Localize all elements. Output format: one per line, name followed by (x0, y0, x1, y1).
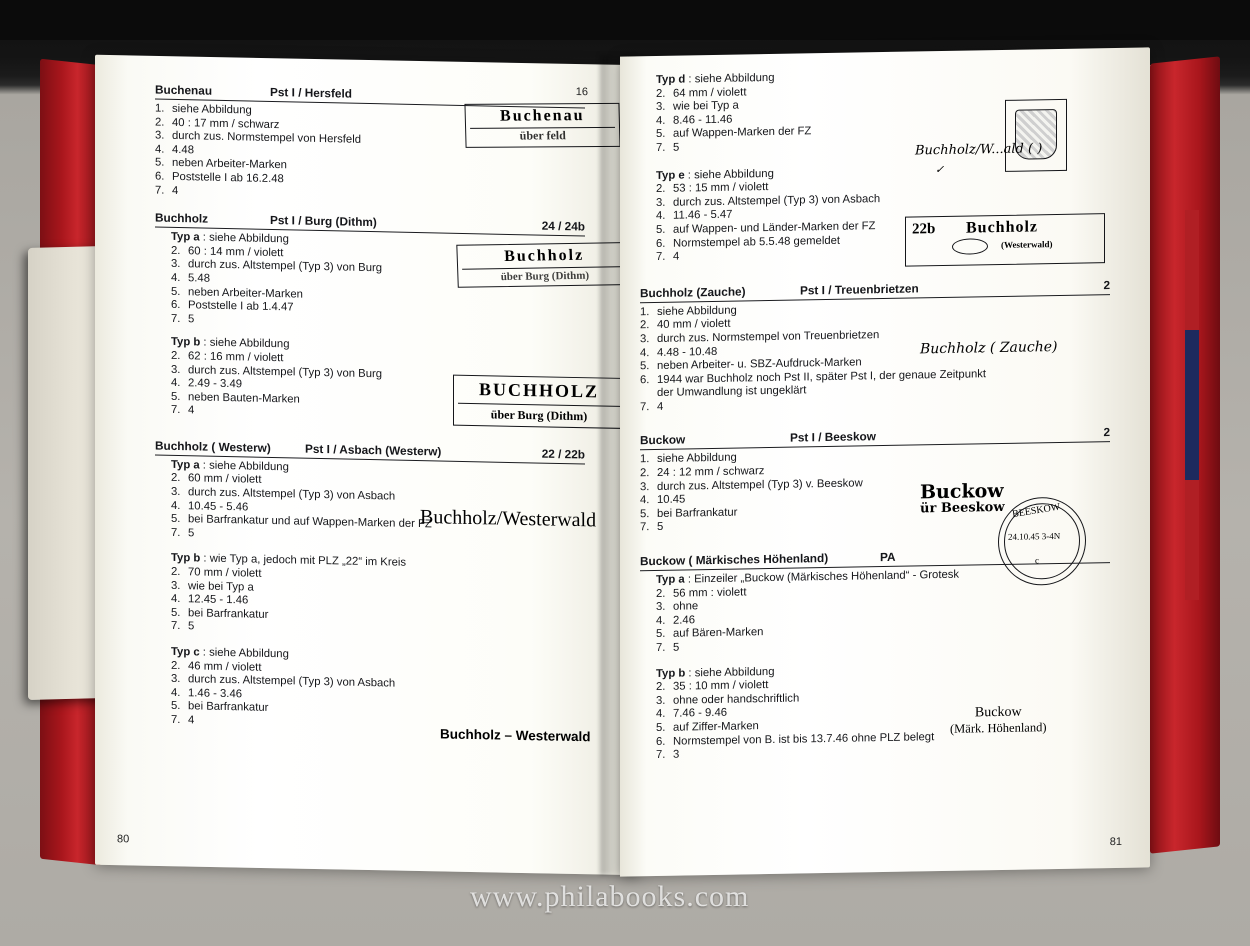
stamp-subtext: (Westerwald) (1001, 239, 1053, 250)
subblock-typ-b: Typ b : siehe Abbildung 2. 35 : 10 mm / violett 3. ohne oder handschriftlich 4. 7.46 - 9.46 5. auf Ziffer-Marken 6. Normstempel von B. ist bis 13.7.46 ohne PLZ belegt 7. 3 (640, 660, 1110, 763)
left-page-number: 80 (117, 833, 130, 846)
subblock-typ-c: Typ c : siehe Abbildung 2. 46 mm / violett 3. durch zus. Altstempel (Typ 3) von Asbach 4. 1.46 - 3.46 5. bei Barfrankatur 7. 4 (155, 646, 585, 737)
list-item: 3. durch zus. Altstempel (Typ 3) von Burg (171, 258, 383, 275)
list-item: 6. Poststelle I ab 1.4.47 (171, 299, 294, 314)
list-item: 3. durch zus. Normstempel von Hersfeld (155, 129, 361, 147)
list-item: 3. durch zus. Altstempel (Typ 3) von Asbach (656, 192, 881, 209)
list-item: 4. 2.49 - 3.49 (171, 376, 243, 391)
line-text: 70 mm / violett (188, 566, 262, 580)
stamp-buchholz-westerwald-c: Buchholz – Westerwald (440, 726, 591, 745)
list-item: 4. 8.46 - 11.46 (656, 113, 733, 127)
line-text: 4.48 (172, 143, 194, 157)
typ-note: siehe Abbildung (209, 231, 289, 246)
list-item: 5. bei Barfrankatur und auf Wappen-Marken der FZ (171, 513, 432, 531)
line-text: 53 : 15 mm / violett (673, 181, 769, 195)
list-item: 5. neben Arbeiter- u. SBZ-Aufdruck-Marken (640, 356, 862, 373)
list-item: 3. wie bei Typ a (171, 579, 254, 594)
line-text: neben Arbeiter- u. SBZ-Aufdruck-Marken (657, 356, 862, 373)
entry-post-office: Pst I / Burg (Dithm) (270, 213, 377, 230)
list-item: 1. siehe Abbildung (155, 102, 252, 117)
typ-note: siehe Abbildung (209, 459, 289, 474)
list-item: 2. 24 : 12 mm / schwarz (640, 465, 765, 480)
stamp-line-top: BUCHHOLZ (478, 379, 600, 402)
line-text: durch zus. Normstempel von Treuenbrietzen (657, 329, 880, 345)
entry-place-name: Buchenau (155, 82, 213, 98)
line-text: 40 mm / violett (657, 318, 731, 332)
edge-tab-red-bottom (1185, 480, 1199, 600)
entry-post-office: PA (880, 549, 896, 565)
stamp-buchholz-zauche: Buchholz ( Zauche) (920, 338, 1058, 358)
typ-label: Typ d (656, 73, 686, 86)
edge-tab-blue (1185, 330, 1199, 480)
list-item: 7. 5 (171, 312, 195, 326)
left-page (95, 55, 640, 875)
typ-note: wie Typ a, jedoch mit PLZ „22“ im Kreis (209, 553, 407, 570)
line-text: Poststelle I ab 1.4.47 (188, 299, 294, 314)
list-item: 2. 40 mm / violett (640, 318, 731, 332)
list-item: 3. durch zus. Normstempel von Treuenbrietzen (640, 329, 880, 346)
line-text: bei Barfrankatur und auf Wappen-Marken der FZ (188, 513, 432, 531)
typ-label: Typ b (171, 336, 201, 349)
line-text: 40 : 17 mm / schwarz (172, 116, 280, 131)
list-item: 4. 11.46 - 5.47 (656, 209, 733, 223)
line-text: 10.45 - 5.46 (188, 499, 249, 514)
stamp-text: Buckow (920, 479, 1004, 504)
line-text: 5 (188, 527, 195, 540)
stamp-buchenau (464, 103, 620, 148)
line-text: 11.46 - 5.47 (673, 209, 733, 223)
list-item: 5. bei Barfrankatur (171, 606, 269, 621)
list-item: 2. 56 mm : violett (656, 586, 747, 600)
entry-line-list (171, 566, 585, 643)
entry-place-name: Buchholz ( Westerw) (155, 438, 271, 455)
typ-label: Typ a (171, 231, 200, 244)
stamp-cds-date: 24.10.45 3-4N (1008, 530, 1061, 542)
list-item: 7. 4 (155, 184, 179, 197)
entry-line-list (656, 580, 1110, 656)
line-text: 10.45 (657, 493, 686, 507)
typ-note: siehe Abbildung (694, 167, 774, 181)
line-text: durch zus. Altstempel (Typ 3) von Burg (188, 363, 383, 380)
list-item: 7. 5 (656, 141, 680, 154)
subblock-typ-e: Typ e : siehe Abbildung 2. 53 : 15 mm / violett 3. durch zus. Altstempel (Typ 3) von Asbach 4. 11.46 - 5.47 5. auf Wappen- und Länder-Marken der FZ 6. Normstempel ab 5.5.48 gemeldet 7. 4 (640, 162, 1110, 265)
entry-code: 2 (1103, 277, 1110, 292)
subblock-typ-a: Typ a : siehe Abbildung 2. 60 : 14 mm / violett 3. durch zus. Altstempel (Typ 3) von Burg 4. 5.48 5. neben Arbeiter-Marken 6. Poststelle I ab 1.4.47 7. 5 (155, 231, 585, 335)
list-item: 1. siehe Abbildung (640, 304, 737, 318)
list-item: 4. 4.48 - 10.48 (640, 345, 718, 359)
line-text: 5 (657, 521, 664, 534)
line-text: durch zus. Altstempel (Typ 3) von Asbach (188, 486, 396, 503)
list-item: 3. durch zus. Altstempel (Typ 3) von Asbach (171, 673, 396, 690)
entry-post-office: Pst I / Beeskow (790, 429, 876, 446)
list-item: 4. 7.46 - 9.46 (656, 707, 728, 721)
line-text: 7.46 - 9.46 (673, 707, 728, 721)
line-text: durch zus. Altstempel (Typ 3) von Asbach (673, 192, 881, 209)
line-text: 5.48 (188, 272, 210, 285)
list-item: 5. auf Wappen-Marken der FZ (656, 125, 812, 141)
stamp-line-top: Buchenau (499, 107, 585, 125)
entry-place-name: Buchholz (155, 210, 209, 226)
subblock-typ-b: Typ b : wie Typ a, jedoch mit PLZ „22“ im Kreis 2. 70 mm / violett 3. wie bei Typ a 4. 12.45 - 1.46 5. bei Barfrankatur 7. 5 (155, 552, 585, 643)
list-item: 7. 5 (656, 641, 680, 654)
list-item: 5. auf Bären-Marken (656, 626, 764, 641)
line-text: 12.45 - 1.46 (188, 593, 249, 607)
list-item: 2. 35 : 10 mm / violett (656, 679, 769, 694)
list-item: 6. 1944 war Buchholz noch Pst II, später Pst I, der genaue Zeitpunkt der Umwandlung ist ungeklärt (640, 367, 987, 400)
list-item: 5. neben Arbeiter-Marken (155, 156, 287, 172)
line-text: siehe Abbildung (657, 304, 737, 318)
line-text: 8.46 - 11.46 (673, 113, 733, 127)
entry-post-office: Pst I / Treuenbrietzen (800, 281, 919, 298)
list-item: 5. bei Barfrankatur (640, 506, 738, 521)
watermark: www.philabooks.com (470, 880, 750, 913)
list-item: 7. 5 (171, 526, 195, 540)
line-text: 62 : 16 mm / violett (188, 350, 284, 365)
stamp-subtext: (Märk. Höhenland) (950, 720, 1047, 736)
line-text: 4 (188, 404, 195, 417)
subblock-typ-b: Typ b : siehe Abbildung 2. 62 : 16 mm / violett 3. durch zus. Altstempel (Typ 3) von Burg 4. 2.49 - 3.49 5. neben Bauten-Marken 7. 4 (155, 336, 585, 427)
list-item: 4. 10.45 (640, 493, 686, 507)
list-item: 4. 2.46 (656, 614, 695, 627)
stamp-buchholz-westerwald-d: Buchholz/W...ald ( ) ✓ (915, 98, 1105, 186)
line-text: durch zus. Altstempel (Typ 3) v. Beeskow (657, 477, 863, 493)
line-text: 1944 war Buchholz noch Pst II, später Pst I, der genaue Zeitpunkt der Umwandlung ist ungeklärt (657, 367, 987, 400)
line-text: auf Wappen-Marken der FZ (673, 125, 812, 141)
line-text: 35 : 10 mm / violett (673, 679, 769, 693)
subblock-typ-a: Typ a : siehe Abbildung 2. 60 mm / violett 3. durch zus. Altstempel (Typ 3) von Asbach 4. 10.45 - 5.46 5. bei Barfrankatur und auf Wappen-Marken der FZ 7. 5 (155, 458, 585, 549)
line-text: 60 : 14 mm / violett (188, 244, 284, 259)
list-item: 1. siehe Abbildung (640, 452, 737, 466)
stamp-text: Buchholz/W...ald ( ) (915, 141, 1043, 159)
line-text: bei Barfrankatur (657, 506, 738, 520)
stamp-line-bottom: über feld (519, 128, 566, 143)
list-item: 7. 5 (171, 620, 195, 633)
list-item: 5. bei Barfrankatur (171, 700, 269, 715)
line-text: 2.49 - 3.49 (188, 377, 243, 391)
list-item: 5. auf Wappen- und Länder-Marken der FZ (656, 220, 876, 236)
typ-label: Typ e (656, 169, 685, 182)
entry-post-office: Pst I / Asbach (Westerw) (305, 441, 442, 459)
line-text: 46 mm / violett (188, 659, 262, 674)
list-item: 4. 12.45 - 1.46 (171, 593, 249, 607)
stamp-line-bottom: über Burg (Dithm) (490, 407, 588, 424)
list-item: 3. ohne oder handschriftlich (656, 692, 800, 707)
stamp-buckow-beeskow: Buckow ür Beeskow BEESKOW 24.10.45 3-4N c (920, 478, 1110, 581)
line-text: wie bei Typ a (188, 579, 254, 594)
entry-line-list (171, 659, 585, 736)
line-text: 24 : 12 mm / schwarz (657, 465, 765, 480)
entry-place-name: Buckow (640, 432, 686, 448)
line-text: Normstempel von B. ist bis 13.7.46 ohne PLZ belegt (673, 730, 935, 748)
typ-note: siehe Abbildung (209, 646, 289, 661)
entry-buchholz-westerwald (155, 439, 585, 736)
list-item: 2. 53 : 15 mm / violett (656, 181, 769, 196)
line-text: auf Bären-Marken (673, 626, 764, 641)
line-text: 5 (673, 141, 680, 154)
typ-label: Typ a (171, 458, 200, 472)
line-text: 56 mm : violett (673, 586, 747, 600)
list-item: 2. 64 mm / violett (656, 86, 747, 100)
list-item: 3. wie bei Typ a (656, 99, 739, 114)
list-item: 3. durch zus. Altstempel (Typ 3) von Asbach (171, 485, 396, 503)
line-text: auf Wappen- und Länder-Marken der FZ (673, 220, 876, 236)
entry-post-office: Pst I / Hersfeld (270, 84, 352, 101)
line-text: 60 mm / violett (188, 472, 262, 487)
stamp-line-bottom: über Burg (Dithm) (500, 269, 590, 284)
line-text: ohne oder handschriftlich (673, 692, 800, 707)
typ-label: Typ c (171, 645, 200, 659)
stamp-line-top: Buchholz (503, 246, 585, 266)
typ-note: siehe Abbildung (694, 665, 775, 679)
line-text: 4 (673, 250, 680, 263)
line-text: bei Barfrankatur (188, 700, 269, 715)
stamp-buchholz-westerwald-a: Buchholz/Westerwald (420, 506, 597, 532)
list-item: 7. 4 (171, 713, 195, 727)
line-text: siehe Abbildung (172, 102, 252, 117)
line-text: 4 (188, 714, 195, 727)
stamp-subtext: ür Beeskow (920, 499, 1005, 517)
line-text: Normstempel ab 5.5.48 gemeldet (673, 234, 841, 250)
line-text: durch zus. Normstempel von Hersfeld (172, 130, 361, 147)
line-text: neben Bauten-Marken (188, 390, 300, 406)
entry-code: 22 / 22b (541, 446, 585, 462)
entry-code: 24 / 24b (541, 218, 585, 234)
line-text: 1.46 - 3.46 (188, 687, 243, 701)
line-text: 64 mm / violett (673, 86, 747, 100)
stamp-buchholz-westerwald-e (905, 213, 1105, 266)
typ-note: siehe Abbildung (209, 337, 290, 351)
list-item: 7. 4 (171, 404, 195, 417)
line-text: siehe Abbildung (657, 452, 737, 466)
line-text: neben Arbeiter-Marken (172, 157, 287, 172)
edge-tab-red-top (1185, 210, 1199, 330)
subblock-typ-d: Typ d : siehe Abbildung 2. 64 mm / violett 3. wie bei Typ a 4. 8.46 - 11.46 5. auf Wappen-Marken der FZ 7. 5 (640, 66, 1110, 156)
list-item: 2. 60 : 14 mm / violett (171, 244, 284, 259)
line-text: ohne (673, 600, 699, 613)
stamp-cds-place: BEESKOW (1011, 501, 1061, 521)
line-text: durch zus. Altstempel (Typ 3) von Burg (188, 258, 383, 275)
list-item: 7. 5 (640, 521, 664, 534)
list-item: 7. 4 (656, 250, 680, 264)
dark-background (0, 0, 1250, 40)
stamp-text: Buckow (974, 704, 1022, 721)
line-text: 5 (673, 641, 680, 654)
list-item: 7. 3 (656, 748, 680, 762)
list-item: 2. 40 : 17 mm / schwarz (155, 116, 280, 131)
list-item: 4. 5.48 (171, 271, 210, 285)
right-page (620, 47, 1150, 876)
list-item: 4. 4.48 (155, 143, 194, 157)
list-item: 3. durch zus. Altstempel (Typ 3) von Burg (171, 363, 383, 380)
entry-code: 2 (1103, 425, 1110, 440)
list-item: 5. auf Ziffer-Marken (656, 720, 759, 734)
line-text: bei Barfrankatur (188, 607, 269, 621)
right-page-number: 81 (1109, 835, 1122, 849)
typ-label: Typ b (656, 667, 686, 680)
typ-label: Typ b (171, 552, 201, 565)
stamp-plz: 22b (912, 221, 936, 238)
line-text: 2.46 (673, 614, 695, 627)
list-item: 2. 60 mm / violett (171, 472, 262, 487)
line-text: wie bei Typ a (673, 99, 739, 113)
stamp-text: Buchholz (966, 218, 1039, 237)
list-item: 7. 4 (640, 400, 664, 414)
list-item: 2. 70 mm / violett (171, 565, 262, 580)
line-text: 5 (188, 312, 195, 326)
line-text: 5 (188, 620, 195, 633)
typ-note: : Einzeiler „Buckow (Märkisches Höhenland“ - Grotesk (687, 568, 960, 586)
line-text: 4 (172, 184, 179, 197)
left-page-top-number: 16 (575, 85, 588, 99)
line-text: durch zus. Altstempel (Typ 3) von Asbach (188, 673, 396, 690)
list-item: 3. durch zus. Altstempel (Typ 3) v. Beeskow (640, 477, 863, 493)
list-item: 5. neben Bauten-Marken (171, 390, 300, 406)
list-item: 2. 62 : 16 mm / violett (171, 349, 284, 365)
list-item: 2. 46 mm / violett (171, 659, 262, 674)
entry-place-name: Buckow ( Märkisches Höhenland) (640, 551, 829, 569)
list-item: 4. 1.46 - 3.46 (171, 686, 243, 701)
line-text: 4 (657, 400, 664, 413)
line-text: Poststelle I ab 16.2.48 (172, 170, 284, 186)
list-item: 5. neben Arbeiter-Marken (171, 285, 303, 301)
list-item: 6. Normstempel von B. ist bis 13.7.46 ohne PLZ belegt (656, 730, 935, 748)
list-item: 3. ohne (656, 600, 699, 614)
list-item: 6. Poststelle I ab 16.2.48 (155, 170, 284, 186)
line-text: 4.48 - 10.48 (657, 345, 718, 359)
list-item: 4. 10.45 - 5.46 (171, 499, 249, 514)
stamp-buckow-maerkisches (950, 704, 1047, 737)
entry-line-list (640, 298, 1110, 415)
typ-label: Typ a (656, 573, 685, 587)
entry-place-name: Buchholz (Zauche) (640, 284, 746, 300)
line-text: auf Ziffer-Marken (673, 720, 759, 734)
line-text: 3 (673, 748, 680, 761)
typ-note: siehe Abbildung (694, 71, 775, 86)
line-text: neben Arbeiter-Marken (188, 285, 303, 301)
list-item: 6. Normstempel ab 5.5.48 gemeldet (656, 234, 841, 250)
